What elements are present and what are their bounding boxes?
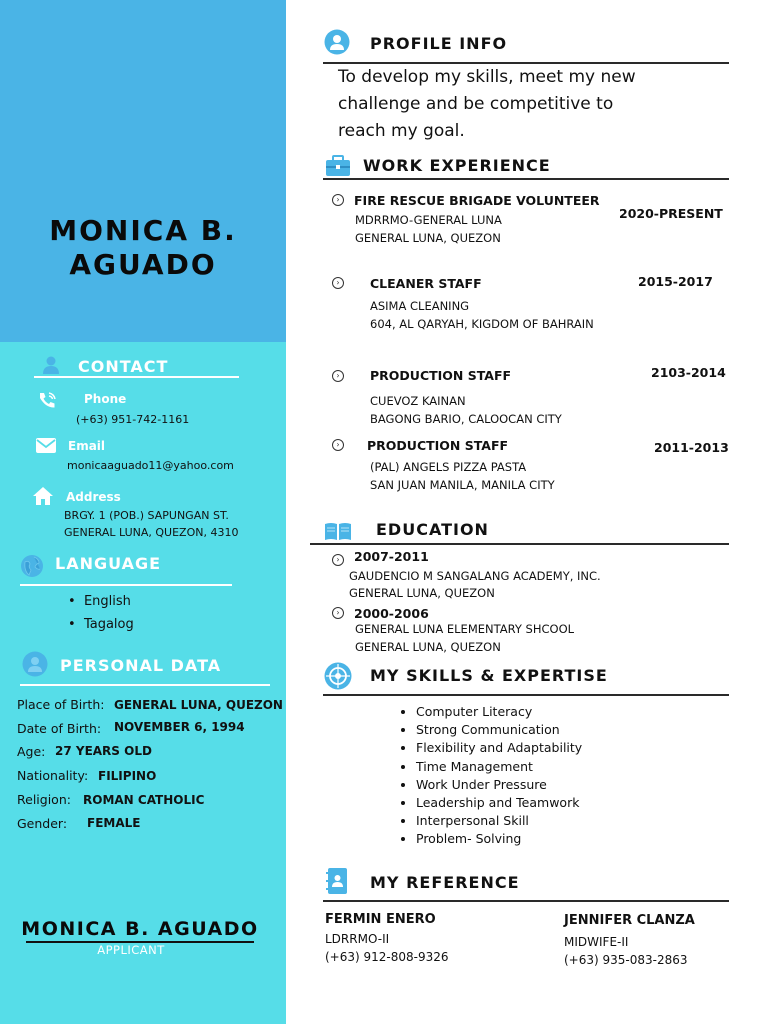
job-employer: ASIMA CLEANING — [370, 299, 470, 313]
job-date: 2103-2014 — [651, 365, 726, 380]
chevron-right-icon: › — [332, 554, 344, 566]
address-label: Address — [66, 490, 121, 504]
home-icon — [32, 486, 54, 506]
skill-item: • Flexibility and Adaptability — [416, 739, 582, 757]
education-years: 2000-2006 — [354, 606, 429, 621]
applicant-name-line2: AGUADO — [69, 248, 217, 281]
contact-heading: CONTACT — [78, 357, 169, 376]
footer-role: APPLICANT — [97, 943, 165, 957]
job-title: FIRE RESCUE BRIGADE VOLUNTEER — [354, 193, 600, 208]
skill-item: • Computer Literacy — [416, 703, 582, 721]
job-employer: CUEVOZ KAINAN — [370, 394, 466, 408]
work-heading: WORK EXPERIENCE — [363, 156, 551, 175]
language-heading: LANGUAGE — [55, 554, 162, 573]
person-icon — [41, 355, 61, 375]
skill-item: • Leadership and Teamwork — [416, 794, 582, 812]
personal-data-heading: PERSONAL DATA — [60, 656, 222, 675]
personal-data-divider — [20, 684, 270, 686]
address-line1: BRGY. 1 (POB.) SAPUNGAN ST. — [64, 509, 229, 522]
skills-heading: MY SKILLS & EXPERTISE — [370, 666, 608, 685]
education-divider — [310, 543, 729, 545]
nationality-label: Nationality: — [17, 768, 89, 783]
chevron-right-icon: › — [332, 607, 344, 619]
chevron-right-icon: › — [332, 194, 344, 206]
job-location: SAN JUAN MANILA, MANILA CITY — [370, 478, 555, 492]
job-employer: (PAL) ANGELS PIZZA PASTA — [370, 460, 527, 474]
school-location: GENERAL LUNA, QUEZON — [349, 586, 495, 600]
skill-item: • Time Management — [416, 758, 582, 776]
education-years: 2007-2011 — [354, 549, 429, 564]
phone-icon — [36, 390, 58, 412]
job-title: PRODUCTION STAFF — [370, 368, 512, 383]
email-label: Email — [68, 439, 106, 453]
language-divider — [20, 584, 232, 586]
email-icon — [35, 436, 57, 456]
work-divider — [323, 178, 729, 180]
person-circle-icon — [22, 651, 48, 677]
skill-item: • Work Under Pressure — [416, 776, 582, 794]
job-date: 2020-PRESENT — [619, 206, 723, 221]
religion-value: ROMAN CATHOLIC — [83, 793, 205, 807]
religion-label: Religion: — [17, 792, 71, 807]
footer-name: MONICA B. AGUADO — [21, 918, 259, 940]
skill-item: • Problem- Solving — [416, 830, 582, 848]
birthdate-label: Date of Birth: — [17, 721, 102, 736]
chevron-right-icon: › — [332, 277, 344, 289]
globe-icon — [20, 554, 44, 578]
job-employer: MDRRMO-GENERAL LUNA — [355, 213, 502, 227]
job-title: PRODUCTION STAFF — [367, 438, 509, 453]
language-item: • Tagalog — [68, 617, 134, 632]
sidebar-header-panel — [0, 0, 286, 342]
skill-item: • Strong Communication — [416, 721, 582, 739]
school-name: GAUDENCIO M SANGALANG ACADEMY, INC. — [349, 569, 601, 583]
profile-heading: PROFILE INFO — [370, 34, 508, 53]
book-icon — [324, 521, 352, 545]
job-date: 2015-2017 — [638, 274, 713, 289]
reference-name: FERMIN ENERO — [325, 912, 436, 927]
reference-role: LDRRMO-II — [325, 932, 390, 946]
profile-summary: To develop my skills, meet my new challenge and be competitive to reach my goal. — [338, 67, 636, 141]
birthplace-value: GENERAL LUNA, QUEZON — [114, 698, 283, 712]
profile-icon — [324, 29, 350, 59]
reference-divider — [323, 900, 729, 902]
gender-label: Gender: — [17, 816, 68, 831]
skills-divider — [323, 694, 729, 696]
skill-item: • Interpersonal Skill — [416, 812, 582, 830]
job-location: BAGONG BARIO, CALOOCAN CITY — [370, 412, 562, 426]
education-heading: EDUCATION — [376, 520, 489, 539]
reference-role: MIDWIFE-II — [564, 935, 629, 949]
language-item: • English — [68, 594, 131, 609]
chevron-right-icon: › — [332, 439, 344, 451]
school-name: GENERAL LUNA ELEMENTARY SHCOOL — [355, 622, 575, 636]
reference-phone: (+63) 912-808-9326 — [325, 950, 449, 964]
applicant-name-line1: MONICA B. — [49, 214, 237, 247]
reference-phone: (+63) 935-083-2863 — [564, 953, 688, 967]
birthplace-label: Place of Birth: — [17, 697, 105, 712]
school-location: GENERAL LUNA, QUEZON — [355, 640, 501, 654]
age-value: 27 YEARS OLD — [55, 744, 152, 758]
reference-heading: MY REFERENCE — [370, 873, 520, 892]
reference-name: JENNIFER CLANZA — [564, 913, 695, 928]
job-title: CLEANER STAFF — [370, 276, 482, 291]
contact-divider — [34, 376, 239, 378]
chevron-right-icon: › — [332, 370, 344, 382]
phone-number: (+63) 951-742-1161 — [76, 413, 190, 426]
birthdate-value: NOVEMBER 6, 1994 — [114, 720, 245, 734]
contact-book-icon — [326, 867, 348, 899]
email-address: monicaaguado11@yahoo.com — [67, 459, 234, 472]
phone-label: Phone — [84, 392, 127, 406]
target-icon — [324, 662, 352, 694]
nationality-value: FILIPINO — [98, 769, 157, 783]
age-label: Age: — [17, 744, 46, 759]
job-date: 2011-2013 — [654, 440, 729, 455]
skills-list — [416, 703, 582, 849]
job-location: 604, AL QARYAH, KIGDOM OF BAHRAIN — [370, 317, 594, 331]
address-line2: GENERAL LUNA, QUEZON, 4310 — [64, 526, 239, 539]
gender-value: FEMALE — [87, 816, 141, 830]
job-location: GENERAL LUNA, QUEZON — [355, 231, 501, 245]
